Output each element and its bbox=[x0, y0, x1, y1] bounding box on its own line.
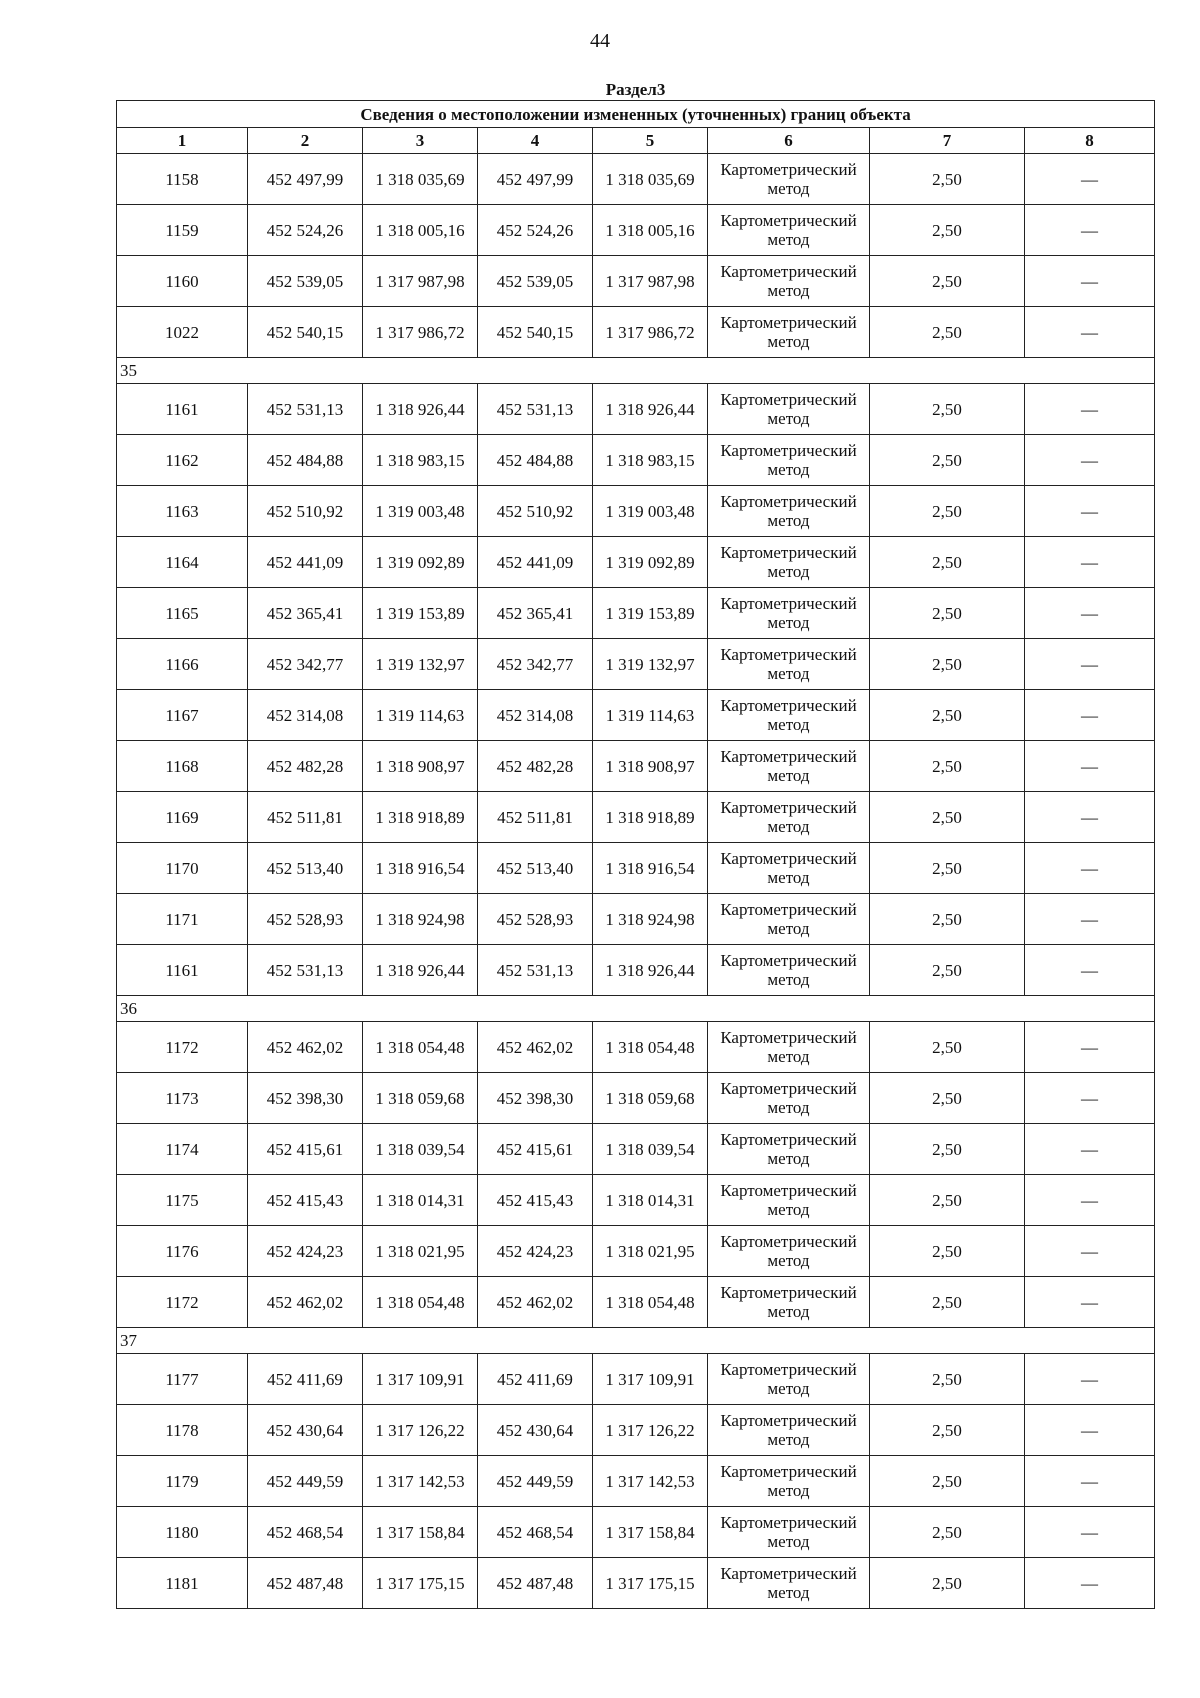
table-row bbox=[117, 1124, 1155, 1175]
x-existing-cell: 452 415,43 bbox=[248, 1175, 363, 1226]
y-existing-cell: 1 319 114,63 bbox=[363, 690, 478, 741]
method-cell: Картометрический метод bbox=[708, 741, 870, 792]
point-number-cell: 1176 bbox=[117, 1226, 248, 1277]
point-number-cell: 1164 bbox=[117, 537, 248, 588]
contour-number: 36 bbox=[117, 996, 1155, 1022]
table-row bbox=[117, 537, 1155, 588]
x-new-cell: 452 531,13 bbox=[478, 945, 593, 996]
point-number-cell: 1168 bbox=[117, 741, 248, 792]
note-cell: — bbox=[1025, 945, 1155, 996]
point-number-cell: 1181 bbox=[117, 1558, 248, 1609]
table-row bbox=[117, 154, 1155, 205]
note-cell: — bbox=[1025, 1124, 1155, 1175]
x-new-cell: 452 497,99 bbox=[478, 154, 593, 205]
y-existing-cell: 1 318 924,98 bbox=[363, 894, 478, 945]
accuracy-cell: 2,50 bbox=[870, 384, 1025, 435]
note-cell: — bbox=[1025, 256, 1155, 307]
method-cell: Картометрический метод bbox=[708, 690, 870, 741]
note-cell: — bbox=[1025, 690, 1155, 741]
y-existing-cell: 1 318 916,54 bbox=[363, 843, 478, 894]
y-new-cell: 1 318 021,95 bbox=[593, 1226, 708, 1277]
accuracy-cell: 2,50 bbox=[870, 1022, 1025, 1073]
y-existing-cell: 1 318 005,16 bbox=[363, 205, 478, 256]
table-row bbox=[117, 205, 1155, 256]
x-existing-cell: 452 462,02 bbox=[248, 1277, 363, 1328]
y-new-cell: 1 318 059,68 bbox=[593, 1073, 708, 1124]
y-new-cell: 1 317 109,91 bbox=[593, 1354, 708, 1405]
note-cell: — bbox=[1025, 1558, 1155, 1609]
note-cell: — bbox=[1025, 205, 1155, 256]
point-number-cell: 1177 bbox=[117, 1354, 248, 1405]
y-existing-cell: 1 318 039,54 bbox=[363, 1124, 478, 1175]
point-number-cell: 1175 bbox=[117, 1175, 248, 1226]
boundary-coordinates-table bbox=[116, 80, 1155, 1609]
accuracy-cell: 2,50 bbox=[870, 588, 1025, 639]
note-cell: — bbox=[1025, 1175, 1155, 1226]
y-new-cell: 1 319 003,48 bbox=[593, 486, 708, 537]
x-new-cell: 452 511,81 bbox=[478, 792, 593, 843]
x-new-cell: 452 398,30 bbox=[478, 1073, 593, 1124]
accuracy-cell: 2,50 bbox=[870, 1456, 1025, 1507]
y-new-cell: 1 317 142,53 bbox=[593, 1456, 708, 1507]
y-existing-cell: 1 318 035,69 bbox=[363, 154, 478, 205]
y-existing-cell: 1 318 014,31 bbox=[363, 1175, 478, 1226]
x-existing-cell: 452 342,77 bbox=[248, 639, 363, 690]
table-row bbox=[117, 588, 1155, 639]
table-row bbox=[117, 639, 1155, 690]
accuracy-cell: 2,50 bbox=[870, 205, 1025, 256]
y-new-cell: 1 318 005,16 bbox=[593, 205, 708, 256]
x-new-cell: 452 430,64 bbox=[478, 1405, 593, 1456]
note-cell: — bbox=[1025, 307, 1155, 358]
note-cell: — bbox=[1025, 1405, 1155, 1456]
x-existing-cell: 452 482,28 bbox=[248, 741, 363, 792]
y-new-cell: 1 318 926,44 bbox=[593, 384, 708, 435]
table-row bbox=[117, 1456, 1155, 1507]
table-row bbox=[117, 1558, 1155, 1609]
x-existing-cell: 452 531,13 bbox=[248, 945, 363, 996]
note-cell: — bbox=[1025, 741, 1155, 792]
method-cell: Картометрический метод bbox=[708, 792, 870, 843]
column-header: 5 bbox=[593, 128, 708, 154]
table-title: Сведения о местоположении измененных (уточненных) границ объекта bbox=[117, 101, 1155, 128]
accuracy-cell: 2,50 bbox=[870, 639, 1025, 690]
point-number-cell: 1166 bbox=[117, 639, 248, 690]
accuracy-cell: 2,50 bbox=[870, 486, 1025, 537]
y-existing-cell: 1 317 126,22 bbox=[363, 1405, 478, 1456]
y-existing-cell: 1 318 021,95 bbox=[363, 1226, 478, 1277]
y-new-cell: 1 317 126,22 bbox=[593, 1405, 708, 1456]
table-row bbox=[117, 1277, 1155, 1328]
method-cell: Картометрический метод bbox=[708, 1124, 870, 1175]
table-row bbox=[117, 1073, 1155, 1124]
x-existing-cell: 452 540,15 bbox=[248, 307, 363, 358]
point-number-cell: 1161 bbox=[117, 384, 248, 435]
note-cell: — bbox=[1025, 537, 1155, 588]
x-existing-cell: 452 468,54 bbox=[248, 1507, 363, 1558]
accuracy-cell: 2,50 bbox=[870, 792, 1025, 843]
y-existing-cell: 1 319 003,48 bbox=[363, 486, 478, 537]
x-existing-cell: 452 513,40 bbox=[248, 843, 363, 894]
contour-group-row bbox=[117, 358, 1155, 384]
method-cell: Картометрический метод bbox=[708, 1226, 870, 1277]
x-existing-cell: 452 531,13 bbox=[248, 384, 363, 435]
table-row bbox=[117, 1022, 1155, 1073]
method-cell: Картометрический метод bbox=[708, 639, 870, 690]
accuracy-cell: 2,50 bbox=[870, 945, 1025, 996]
y-existing-cell: 1 319 153,89 bbox=[363, 588, 478, 639]
note-cell: — bbox=[1025, 1226, 1155, 1277]
table-row bbox=[117, 1405, 1155, 1456]
x-existing-cell: 452 528,93 bbox=[248, 894, 363, 945]
method-cell: Картометрический метод bbox=[708, 1558, 870, 1609]
y-existing-cell: 1 317 175,15 bbox=[363, 1558, 478, 1609]
accuracy-cell: 2,50 bbox=[870, 843, 1025, 894]
x-new-cell: 452 415,61 bbox=[478, 1124, 593, 1175]
method-cell: Картометрический метод bbox=[708, 1405, 870, 1456]
x-new-cell: 452 540,15 bbox=[478, 307, 593, 358]
note-cell: — bbox=[1025, 1022, 1155, 1073]
y-new-cell: 1 318 908,97 bbox=[593, 741, 708, 792]
point-number-cell: 1165 bbox=[117, 588, 248, 639]
note-cell: — bbox=[1025, 384, 1155, 435]
x-existing-cell: 452 484,88 bbox=[248, 435, 363, 486]
x-new-cell: 452 342,77 bbox=[478, 639, 593, 690]
x-existing-cell: 452 365,41 bbox=[248, 588, 363, 639]
note-cell: — bbox=[1025, 588, 1155, 639]
accuracy-cell: 2,50 bbox=[870, 690, 1025, 741]
table-row bbox=[117, 1226, 1155, 1277]
y-existing-cell: 1 317 158,84 bbox=[363, 1507, 478, 1558]
y-new-cell: 1 318 014,31 bbox=[593, 1175, 708, 1226]
y-new-cell: 1 318 054,48 bbox=[593, 1277, 708, 1328]
method-cell: Картометрический метод bbox=[708, 307, 870, 358]
column-header: 2 bbox=[248, 128, 363, 154]
method-cell: Картометрический метод bbox=[708, 1022, 870, 1073]
point-number-cell: 1158 bbox=[117, 154, 248, 205]
point-number-cell: 1169 bbox=[117, 792, 248, 843]
x-new-cell: 452 539,05 bbox=[478, 256, 593, 307]
method-cell: Картометрический метод bbox=[708, 1073, 870, 1124]
x-new-cell: 452 528,93 bbox=[478, 894, 593, 945]
y-new-cell: 1 319 153,89 bbox=[593, 588, 708, 639]
method-cell: Картометрический метод bbox=[708, 1456, 870, 1507]
x-new-cell: 452 462,02 bbox=[478, 1277, 593, 1328]
note-cell: — bbox=[1025, 1354, 1155, 1405]
note-cell: — bbox=[1025, 1073, 1155, 1124]
x-existing-cell: 452 314,08 bbox=[248, 690, 363, 741]
y-new-cell: 1 318 926,44 bbox=[593, 945, 708, 996]
table-row bbox=[117, 435, 1155, 486]
method-cell: Картометрический метод bbox=[708, 1507, 870, 1558]
x-new-cell: 452 510,92 bbox=[478, 486, 593, 537]
column-header: 7 bbox=[870, 128, 1025, 154]
accuracy-cell: 2,50 bbox=[870, 1558, 1025, 1609]
accuracy-cell: 2,50 bbox=[870, 256, 1025, 307]
method-cell: Картометрический метод bbox=[708, 256, 870, 307]
x-new-cell: 452 513,40 bbox=[478, 843, 593, 894]
note-cell: — bbox=[1025, 792, 1155, 843]
accuracy-cell: 2,50 bbox=[870, 537, 1025, 588]
accuracy-cell: 2,50 bbox=[870, 154, 1025, 205]
y-existing-cell: 1 317 142,53 bbox=[363, 1456, 478, 1507]
note-cell: — bbox=[1025, 435, 1155, 486]
point-number-cell: 1163 bbox=[117, 486, 248, 537]
page-number: 44 bbox=[590, 30, 610, 52]
column-header: 8 bbox=[1025, 128, 1155, 154]
x-existing-cell: 452 430,64 bbox=[248, 1405, 363, 1456]
x-new-cell: 452 524,26 bbox=[478, 205, 593, 256]
contour-number: 35 bbox=[117, 358, 1155, 384]
y-existing-cell: 1 319 132,97 bbox=[363, 639, 478, 690]
note-cell: — bbox=[1025, 154, 1155, 205]
x-existing-cell: 452 497,99 bbox=[248, 154, 363, 205]
x-new-cell: 452 411,69 bbox=[478, 1354, 593, 1405]
point-number-cell: 1178 bbox=[117, 1405, 248, 1456]
x-new-cell: 452 424,23 bbox=[478, 1226, 593, 1277]
note-cell: — bbox=[1025, 1507, 1155, 1558]
x-new-cell: 452 314,08 bbox=[478, 690, 593, 741]
table-row bbox=[117, 1175, 1155, 1226]
table-row bbox=[117, 1507, 1155, 1558]
method-cell: Картометрический метод bbox=[708, 843, 870, 894]
note-cell: — bbox=[1025, 1277, 1155, 1328]
table-row bbox=[117, 486, 1155, 537]
column-header: 4 bbox=[478, 128, 593, 154]
method-cell: Картометрический метод bbox=[708, 894, 870, 945]
table-row bbox=[117, 307, 1155, 358]
x-new-cell: 452 449,59 bbox=[478, 1456, 593, 1507]
table-row bbox=[117, 384, 1155, 435]
note-cell: — bbox=[1025, 1456, 1155, 1507]
y-existing-cell: 1 317 986,72 bbox=[363, 307, 478, 358]
y-new-cell: 1 318 916,54 bbox=[593, 843, 708, 894]
note-cell: — bbox=[1025, 843, 1155, 894]
column-header: 6 bbox=[708, 128, 870, 154]
y-new-cell: 1 317 987,98 bbox=[593, 256, 708, 307]
x-new-cell: 452 441,09 bbox=[478, 537, 593, 588]
accuracy-cell: 2,50 bbox=[870, 1124, 1025, 1175]
x-existing-cell: 452 398,30 bbox=[248, 1073, 363, 1124]
y-existing-cell: 1 318 918,89 bbox=[363, 792, 478, 843]
x-new-cell: 452 462,02 bbox=[478, 1022, 593, 1073]
x-new-cell: 452 487,48 bbox=[478, 1558, 593, 1609]
x-existing-cell: 452 415,61 bbox=[248, 1124, 363, 1175]
y-new-cell: 1 318 035,69 bbox=[593, 154, 708, 205]
section-row bbox=[117, 80, 1155, 101]
accuracy-cell: 2,50 bbox=[870, 435, 1025, 486]
y-new-cell: 1 318 039,54 bbox=[593, 1124, 708, 1175]
method-cell: Картометрический метод bbox=[708, 384, 870, 435]
point-number-cell: 1174 bbox=[117, 1124, 248, 1175]
y-new-cell: 1 318 918,89 bbox=[593, 792, 708, 843]
point-number-cell: 1180 bbox=[117, 1507, 248, 1558]
y-new-cell: 1 317 175,15 bbox=[593, 1558, 708, 1609]
table-row bbox=[117, 792, 1155, 843]
method-cell: Картометрический метод bbox=[708, 1175, 870, 1226]
accuracy-cell: 2,50 bbox=[870, 1354, 1025, 1405]
point-number-cell: 1171 bbox=[117, 894, 248, 945]
x-existing-cell: 452 524,26 bbox=[248, 205, 363, 256]
y-existing-cell: 1 318 054,48 bbox=[363, 1277, 478, 1328]
accuracy-cell: 2,50 bbox=[870, 307, 1025, 358]
x-existing-cell: 452 462,02 bbox=[248, 1022, 363, 1073]
x-existing-cell: 452 449,59 bbox=[248, 1456, 363, 1507]
accuracy-cell: 2,50 bbox=[870, 741, 1025, 792]
table-row bbox=[117, 690, 1155, 741]
x-new-cell: 452 482,28 bbox=[478, 741, 593, 792]
contour-group-row bbox=[117, 996, 1155, 1022]
y-new-cell: 1 318 054,48 bbox=[593, 1022, 708, 1073]
accuracy-cell: 2,50 bbox=[870, 1073, 1025, 1124]
y-new-cell: 1 317 986,72 bbox=[593, 307, 708, 358]
method-cell: Картометрический метод bbox=[708, 154, 870, 205]
column-header-row bbox=[117, 128, 1155, 154]
y-new-cell: 1 319 114,63 bbox=[593, 690, 708, 741]
point-number-cell: 1167 bbox=[117, 690, 248, 741]
accuracy-cell: 2,50 bbox=[870, 1405, 1025, 1456]
accuracy-cell: 2,50 bbox=[870, 1175, 1025, 1226]
x-new-cell: 452 484,88 bbox=[478, 435, 593, 486]
table-row bbox=[117, 741, 1155, 792]
x-new-cell: 452 415,43 bbox=[478, 1175, 593, 1226]
x-existing-cell: 452 511,81 bbox=[248, 792, 363, 843]
y-existing-cell: 1 318 926,44 bbox=[363, 384, 478, 435]
x-new-cell: 452 468,54 bbox=[478, 1507, 593, 1558]
method-cell: Картометрический метод bbox=[708, 537, 870, 588]
method-cell: Картометрический метод bbox=[708, 1277, 870, 1328]
y-new-cell: 1 318 983,15 bbox=[593, 435, 708, 486]
contour-number: 37 bbox=[117, 1328, 1155, 1354]
note-cell: — bbox=[1025, 639, 1155, 690]
x-existing-cell: 452 441,09 bbox=[248, 537, 363, 588]
method-cell: Картометрический метод bbox=[708, 945, 870, 996]
column-header: 3 bbox=[363, 128, 478, 154]
table-row bbox=[117, 1354, 1155, 1405]
point-number-cell: 1022 bbox=[117, 307, 248, 358]
contour-group-row bbox=[117, 1328, 1155, 1354]
point-number-cell: 1170 bbox=[117, 843, 248, 894]
point-number-cell: 1160 bbox=[117, 256, 248, 307]
y-new-cell: 1 319 132,97 bbox=[593, 639, 708, 690]
x-existing-cell: 452 424,23 bbox=[248, 1226, 363, 1277]
y-existing-cell: 1 317 109,91 bbox=[363, 1354, 478, 1405]
y-new-cell: 1 317 158,84 bbox=[593, 1507, 708, 1558]
accuracy-cell: 2,50 bbox=[870, 1277, 1025, 1328]
point-number-cell: 1161 bbox=[117, 945, 248, 996]
method-cell: Картометрический метод bbox=[708, 435, 870, 486]
y-existing-cell: 1 318 983,15 bbox=[363, 435, 478, 486]
x-existing-cell: 452 539,05 bbox=[248, 256, 363, 307]
x-existing-cell: 452 411,69 bbox=[248, 1354, 363, 1405]
column-header: 1 bbox=[117, 128, 248, 154]
y-new-cell: 1 318 924,98 bbox=[593, 894, 708, 945]
y-existing-cell: 1 317 987,98 bbox=[363, 256, 478, 307]
note-cell: — bbox=[1025, 894, 1155, 945]
y-existing-cell: 1 318 926,44 bbox=[363, 945, 478, 996]
method-cell: Картометрический метод bbox=[708, 1354, 870, 1405]
y-existing-cell: 1 318 908,97 bbox=[363, 741, 478, 792]
table-title-row bbox=[117, 101, 1155, 128]
point-number-cell: 1159 bbox=[117, 205, 248, 256]
y-existing-cell: 1 318 059,68 bbox=[363, 1073, 478, 1124]
section-label: Раздел3 bbox=[605, 80, 666, 99]
x-new-cell: 452 365,41 bbox=[478, 588, 593, 639]
table-row bbox=[117, 843, 1155, 894]
accuracy-cell: 2,50 bbox=[870, 894, 1025, 945]
point-number-cell: 1172 bbox=[117, 1022, 248, 1073]
method-cell: Картометрический метод bbox=[708, 588, 870, 639]
table-row bbox=[117, 256, 1155, 307]
table-row bbox=[117, 945, 1155, 996]
x-new-cell: 452 531,13 bbox=[478, 384, 593, 435]
x-existing-cell: 452 487,48 bbox=[248, 1558, 363, 1609]
accuracy-cell: 2,50 bbox=[870, 1507, 1025, 1558]
x-existing-cell: 452 510,92 bbox=[248, 486, 363, 537]
accuracy-cell: 2,50 bbox=[870, 1226, 1025, 1277]
y-existing-cell: 1 318 054,48 bbox=[363, 1022, 478, 1073]
table-row bbox=[117, 894, 1155, 945]
point-number-cell: 1172 bbox=[117, 1277, 248, 1328]
y-new-cell: 1 319 092,89 bbox=[593, 537, 708, 588]
method-cell: Картометрический метод bbox=[708, 205, 870, 256]
note-cell: — bbox=[1025, 486, 1155, 537]
y-existing-cell: 1 319 092,89 bbox=[363, 537, 478, 588]
point-number-cell: 1173 bbox=[117, 1073, 248, 1124]
method-cell: Картометрический метод bbox=[708, 486, 870, 537]
point-number-cell: 1179 bbox=[117, 1456, 248, 1507]
point-number-cell: 1162 bbox=[117, 435, 248, 486]
